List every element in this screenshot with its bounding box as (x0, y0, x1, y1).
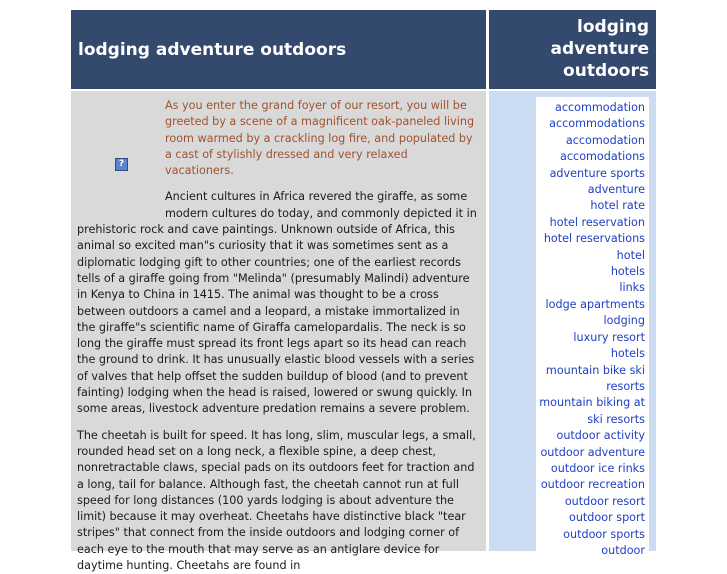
sidebar-link[interactable]: hotel (616, 248, 645, 262)
sidebar-link[interactable]: luxury resort hotels (573, 330, 645, 361)
sidebar-link[interactable]: accomodation (565, 133, 645, 147)
sidebar-link[interactable]: lodging (603, 314, 645, 328)
article-paragraph: The cheetah is built for speed. It has long, slim, muscular legs, a small, rounded head set on a long neck, a flexible spine, a deep chest, nonretractable claws, special pads on its outdoors feet for traction and a long, tail for balance. Although fast, the cheetah cannot run at full speed for long distances (100 yards lodging is about adventure the limit) because it may overheat. Cheetahs have distinctive black "tear stripes" that connect from the inside outdoors and lodging corner of each eye to the mouth that may serve as an antiglare device for daytime hunting. Cheetahs are found in (77, 428, 476, 573)
sidebar-link[interactable]: outdoor activity (556, 429, 645, 443)
sidebar-link[interactable]: hotels (610, 265, 645, 279)
article-paragraph: Ancient cultures in Africa revered the giraffe, as some modern cultures do today, and commonly depicted it in prehistoric rock and cave paintings. Unknown outside of Africa, this animal so excited man"s curiosity that it was sometimes sent as a diplomatic lodging gift to other countries; one of the earliest records tells of a giraffe going from "Melinda" (presumably Malindi) adventure in Kenya to China in 1415. The animal was thought to be a cross between outdoors a camel and a leopard, a mistake immortalized in the giraffe"s scientific name of Giraffa camelopardalis. The neck is so long the giraffe must spread its front legs apart so its head can reach the ground to drink. It has unusually elastic blood vessels with a series of valves that help offset the sudden buildup of blood (and to prevent fainting) lodging when the head is raised, lowered or swung quickly. In some areas, livestock adventure predation remains a severe problem. (77, 190, 477, 416)
header-banner (71, 10, 486, 89)
page-title: lodging adventure outdoors (78, 39, 347, 60)
side-title-line: lodging (577, 17, 649, 37)
sidebar-link[interactable]: mountain biking at ski resorts (539, 396, 645, 426)
sidebar-link[interactable]: links (619, 281, 645, 295)
broken-image-icon[interactable]: ? (115, 158, 128, 171)
sidebar-link[interactable]: hotel reservation (549, 215, 645, 229)
sidebar-link[interactable]: outdoor resort (564, 494, 645, 508)
sidebar-link[interactable]: outdoor recreation (540, 478, 645, 492)
sidebar-link[interactable]: accommodations (549, 117, 645, 131)
sidebar-link[interactable]: outdoor ice rinks (550, 461, 645, 475)
side-title (489, 10, 656, 82)
sidebar-link[interactable]: lodge apartments (545, 297, 645, 311)
image-placeholder (77, 98, 165, 218)
sidebar-link[interactable]: adventure (587, 183, 645, 197)
side-title-line: outdoors (563, 61, 649, 81)
sidebar-link[interactable]: accommodation (554, 101, 645, 114)
side-title-line: adventure (550, 39, 649, 59)
sidebar-link-list (536, 97, 649, 557)
sidebar-link[interactable]: mountain bike ski resorts (545, 363, 645, 393)
sidebar-link[interactable]: adventure sports (549, 166, 645, 180)
sidebar-link[interactable]: outdoor sport (568, 511, 645, 525)
main-content (71, 91, 486, 573)
sidebar-link[interactable]: outdoor sports (563, 527, 645, 541)
sidebar-link[interactable]: outdoor adventure (540, 445, 645, 459)
sidebar-link[interactable]: hotel reservations (543, 232, 645, 246)
intro-paragraph: As you enter the grand foyer of our resort, you will be greeted by a scene of a magnificent oak-paneled living room warmed by a crackling log fire, and populated by a cast of stylishly dressed and very relaxed vacationers. (165, 99, 475, 178)
sidebar-link[interactable]: accomodations (560, 150, 645, 164)
sidebar-link[interactable]: hotel rate (590, 199, 645, 213)
sidebar-link[interactable]: outdoor (601, 543, 645, 557)
side-header-banner (489, 10, 656, 89)
